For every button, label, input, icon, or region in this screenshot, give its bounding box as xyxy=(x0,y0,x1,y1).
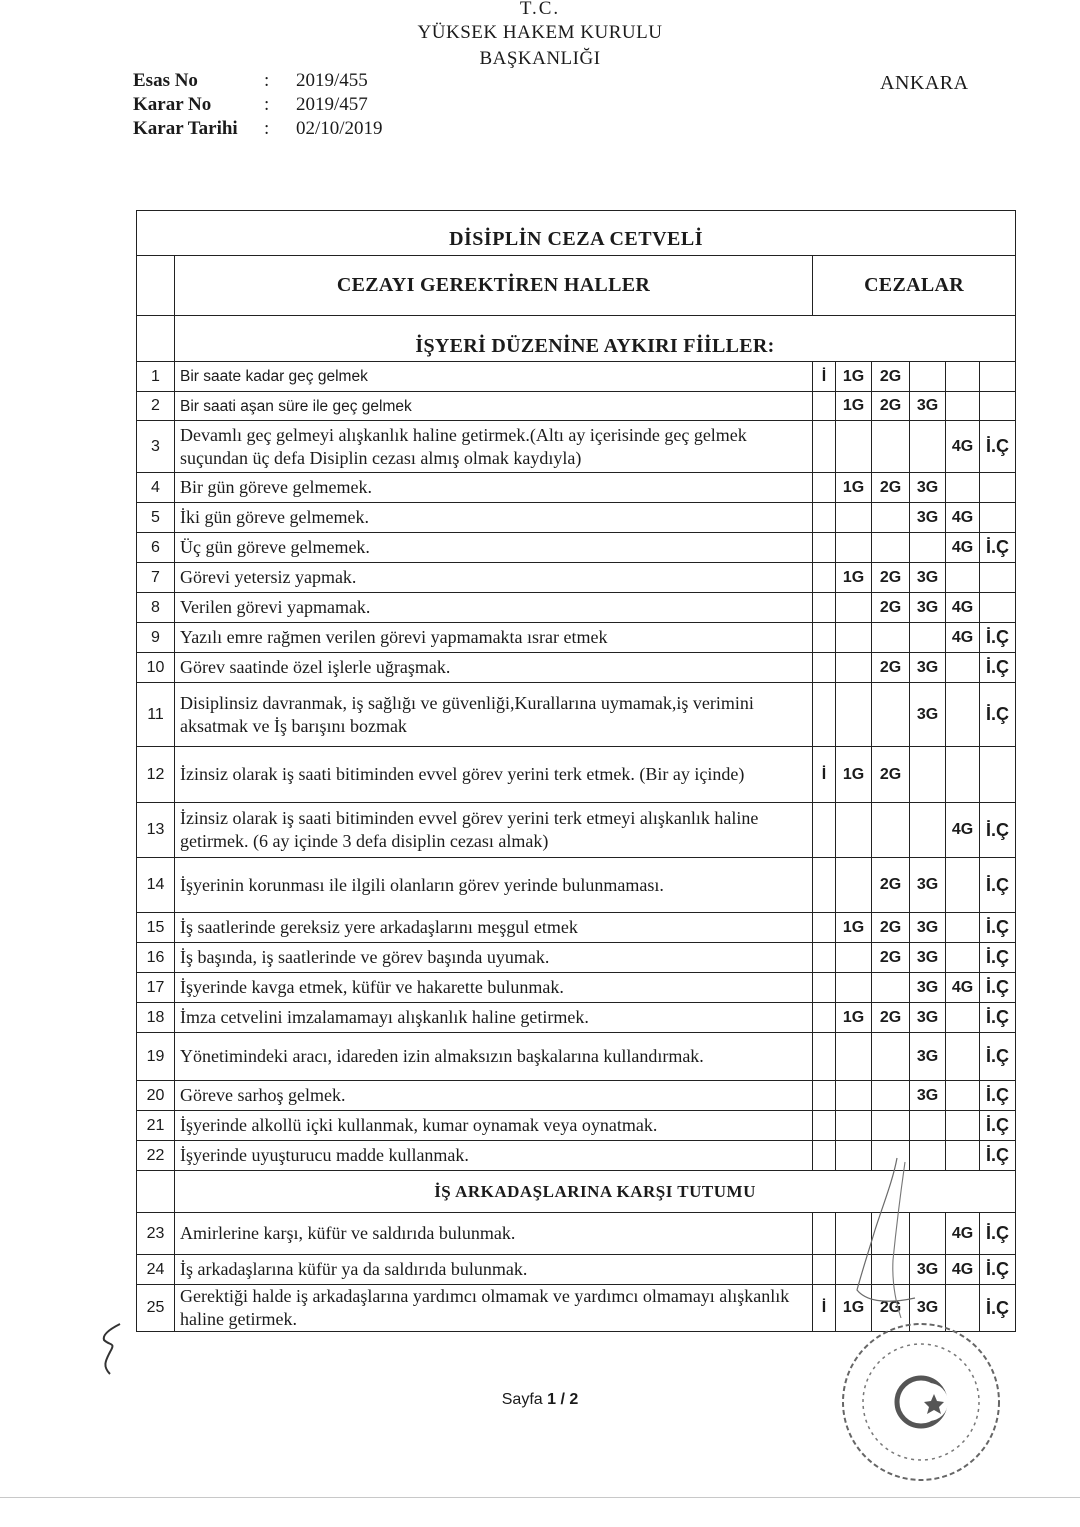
section-heading: İŞ ARKADAŞLARINA KARŞI TUTUMU xyxy=(175,1171,1016,1213)
penalty-cell: 3G xyxy=(910,473,946,503)
table-row xyxy=(137,683,1016,747)
row-number: 10 xyxy=(137,653,175,683)
penalty-cell: İ.Ç xyxy=(980,683,1016,747)
penalty-cell: İ.Ç xyxy=(980,1255,1016,1285)
row-description: Görev saatinde özel işlerle uğraşmak. xyxy=(175,653,813,683)
penalty-cell: 4G xyxy=(946,1255,980,1285)
table-row xyxy=(137,747,1016,803)
penalty-cell xyxy=(836,1081,872,1111)
table-row xyxy=(137,563,1016,593)
penalty-cell xyxy=(813,803,836,858)
column-header-penalties: CEZALAR xyxy=(813,256,1016,316)
penalty-cell xyxy=(836,803,872,858)
row-number: 18 xyxy=(137,1003,175,1033)
penalty-cell xyxy=(813,392,836,421)
penalty-cell xyxy=(836,593,872,623)
table-row xyxy=(137,421,1016,473)
penalty-cell xyxy=(836,973,872,1003)
penalty-cell xyxy=(980,747,1016,803)
org-subtitle: BAŞKANLIĞI xyxy=(479,48,601,69)
column-header-situations: CEZAYI GEREKTİREN HALLER xyxy=(175,256,813,316)
penalty-cell: 3G xyxy=(910,1033,946,1081)
penalty-cell: 2G xyxy=(872,362,910,392)
table-row xyxy=(137,858,1016,913)
row-description: İşyerinin korunması ile ilgili olanların görev yerinde bulunmaması. xyxy=(175,858,813,913)
row-number: 6 xyxy=(137,533,175,563)
penalty-cell xyxy=(836,421,872,473)
penalty-cell xyxy=(946,1111,980,1141)
penalty-cell xyxy=(813,858,836,913)
penalty-cell xyxy=(813,473,836,503)
penalty-cell: 1G xyxy=(836,362,872,392)
table-row xyxy=(137,943,1016,973)
table-row xyxy=(137,533,1016,563)
penalty-cell: 2G xyxy=(872,593,910,623)
penalty-cell: 3G xyxy=(910,1081,946,1111)
row-description: Yazılı emre rağmen verilen görevi yapmamakta ısrar etmek xyxy=(175,623,813,653)
penalty-cell xyxy=(910,421,946,473)
penalty-cell: İ xyxy=(813,1285,836,1332)
row-description: Disiplinsiz davranmak, iş sağlığı ve güvenliği,Kurallarına uymamak,iş verimini aksatmak ve İş barışını bozmak xyxy=(175,683,813,747)
penalty-cell: 3G xyxy=(910,683,946,747)
penalty-cell xyxy=(872,421,910,473)
row-description: İki gün göreve gelmemek. xyxy=(175,503,813,533)
penalty-cell: 2G xyxy=(872,1003,910,1033)
penalty-cell: İ xyxy=(813,747,836,803)
penalty-cell: İ.Ç xyxy=(980,913,1016,943)
meta-label: Esas No xyxy=(133,70,198,91)
official-seal xyxy=(826,1320,1016,1490)
penalty-cell xyxy=(813,1141,836,1171)
row-description: Amirlerine karşı, küfür ve saldırıda bulunmak. xyxy=(175,1213,813,1255)
penalty-cell: İ xyxy=(813,362,836,392)
row-number: 2 xyxy=(137,392,175,421)
table-row xyxy=(137,392,1016,421)
row-number: 12 xyxy=(137,747,175,803)
penalty-cell xyxy=(872,1111,910,1141)
penalty-cell: 1G xyxy=(836,1003,872,1033)
penalty-cell: 3G xyxy=(910,913,946,943)
penalty-cell xyxy=(813,593,836,623)
penalty-cell xyxy=(813,1111,836,1141)
penalty-cell xyxy=(946,747,980,803)
penalty-cell xyxy=(813,973,836,1003)
penalty-cell xyxy=(836,533,872,563)
penalty-cell xyxy=(813,503,836,533)
penalty-cell: 4G xyxy=(946,503,980,533)
penalty-cell xyxy=(872,623,910,653)
penalty-cell xyxy=(836,503,872,533)
row-description: İşyerinde kavga etmek, küfür ve hakarette bulunmak. xyxy=(175,973,813,1003)
row-number: 11 xyxy=(137,683,175,747)
row-description: Verilen görevi yapmamak. xyxy=(175,593,813,623)
penalty-cell: 2G xyxy=(872,943,910,973)
penalty-cell: İ.Ç xyxy=(980,1213,1016,1255)
row-number: 24 xyxy=(137,1255,175,1285)
table-row xyxy=(137,1111,1016,1141)
table-row xyxy=(137,803,1016,858)
penalty-cell xyxy=(946,362,980,392)
penalty-cell xyxy=(946,653,980,683)
penalty-cell: 1G xyxy=(836,913,872,943)
penalty-cell xyxy=(980,362,1016,392)
row-number: 5 xyxy=(137,503,175,533)
penalty-cell xyxy=(910,1111,946,1141)
penalty-cell: 1G xyxy=(836,392,872,421)
row-number: 16 xyxy=(137,943,175,973)
table-row xyxy=(137,473,1016,503)
penalty-cell: 4G xyxy=(946,593,980,623)
penalty-cell xyxy=(946,943,980,973)
penalty-cell: 3G xyxy=(910,1285,946,1332)
handwritten-initial xyxy=(90,1318,140,1378)
penalty-cell xyxy=(946,1081,980,1111)
penalty-cell: 2G xyxy=(872,858,910,913)
penalty-cell xyxy=(813,563,836,593)
penalty-cell: 3G xyxy=(910,858,946,913)
penalty-cell xyxy=(813,683,836,747)
penalty-cell xyxy=(872,1081,910,1111)
penalty-cell: İ.Ç xyxy=(980,1003,1016,1033)
meta-value: 2019/457 xyxy=(296,94,368,115)
table-row xyxy=(137,653,1016,683)
penalty-cell xyxy=(813,1213,836,1255)
penalty-cell: 2G xyxy=(872,392,910,421)
penalty-cell: 2G xyxy=(872,473,910,503)
penalty-cell xyxy=(980,503,1016,533)
penalty-cell xyxy=(910,533,946,563)
penalty-cell xyxy=(836,943,872,973)
penalty-cell: 4G xyxy=(946,533,980,563)
row-description: Görevi yetersiz yapmak. xyxy=(175,563,813,593)
penalty-cell: İ.Ç xyxy=(980,858,1016,913)
penalty-cell xyxy=(980,473,1016,503)
penalty-cell xyxy=(872,503,910,533)
penalty-cell xyxy=(813,653,836,683)
signature xyxy=(835,1150,955,1330)
penalty-cell: 3G xyxy=(910,943,946,973)
row-description: İzinsiz olarak iş saati bitiminden evvel görev yerini terk etmeyi alışkanlık haline getirmek. (6 ay içinde 3 defa disiplin cezası almak) xyxy=(175,803,813,858)
penalty-cell: İ.Ç xyxy=(980,943,1016,973)
penalty-cell xyxy=(813,533,836,563)
table-title: DİSİPLİN CEZA CETVELİ xyxy=(137,211,1016,256)
penalty-cell: 4G xyxy=(946,421,980,473)
penalty-cell xyxy=(910,747,946,803)
penalty-cell: 1G xyxy=(836,563,872,593)
penalty-cell xyxy=(910,623,946,653)
table-row xyxy=(137,973,1016,1003)
row-number: 14 xyxy=(137,858,175,913)
penalty-cell xyxy=(946,392,980,421)
penalty-cell: İ.Ç xyxy=(980,623,1016,653)
penalty-cell: 4G xyxy=(946,973,980,1003)
penalty-cell: 2G xyxy=(872,1285,910,1332)
row-number: 22 xyxy=(137,1141,175,1171)
penalty-cell xyxy=(946,1003,980,1033)
penalty-cell xyxy=(980,392,1016,421)
penalty-cell xyxy=(813,943,836,973)
penalty-cell: 3G xyxy=(910,392,946,421)
row-number: 19 xyxy=(137,1033,175,1081)
penalty-cell xyxy=(813,1033,836,1081)
row-number: 17 xyxy=(137,973,175,1003)
page-number: 1 / 2 xyxy=(547,1391,579,1408)
penalty-cell xyxy=(836,653,872,683)
row-number: 7 xyxy=(137,563,175,593)
penalty-cell xyxy=(980,563,1016,593)
row-number: 3 xyxy=(137,421,175,473)
penalty-cell: İ.Ç xyxy=(980,1033,1016,1081)
penalty-cell: İ.Ç xyxy=(980,1141,1016,1171)
row-number: 9 xyxy=(137,623,175,653)
row-description: İş saatlerinde gereksiz yere arkadaşlarını meşgul etmek xyxy=(175,913,813,943)
penalty-cell: İ.Ç xyxy=(980,1285,1016,1332)
penalty-cell: 4G xyxy=(946,1213,980,1255)
penalty-cell: 3G xyxy=(910,653,946,683)
row-description: Bir gün göreve gelmemek. xyxy=(175,473,813,503)
table-row xyxy=(137,1033,1016,1081)
penalty-cell xyxy=(836,858,872,913)
meta-label: Karar Tarihi xyxy=(133,118,238,139)
penalty-cell xyxy=(872,533,910,563)
penalty-cell xyxy=(872,683,910,747)
penalty-cell xyxy=(980,593,1016,623)
meta-value: 2019/455 xyxy=(296,70,368,91)
row-number: 15 xyxy=(137,913,175,943)
penalty-cell: 4G xyxy=(946,623,980,653)
penalty-cell: 1G xyxy=(836,473,872,503)
row-number: 4 xyxy=(137,473,175,503)
row-description: İmza cetvelini imzalamamayı alışkanlık haline getirmek. xyxy=(175,1003,813,1033)
table-row xyxy=(137,593,1016,623)
penalty-cell: 1G xyxy=(836,747,872,803)
divider xyxy=(0,1497,1080,1498)
penalty-cell xyxy=(946,473,980,503)
row-number: 1 xyxy=(137,362,175,392)
penalty-cell xyxy=(946,1033,980,1081)
row-number: 8 xyxy=(137,593,175,623)
row-number: 21 xyxy=(137,1111,175,1141)
penalty-cell xyxy=(872,973,910,1003)
row-description: Göreve sarhoş gelmek. xyxy=(175,1081,813,1111)
row-description: Bir saati aşan süre ile geç gelmek xyxy=(175,392,813,421)
table-row xyxy=(137,623,1016,653)
city: ANKARA xyxy=(880,72,969,94)
table-row xyxy=(137,1081,1016,1111)
penalty-cell xyxy=(813,623,836,653)
penalty-cell xyxy=(910,803,946,858)
penalty-cell: İ.Ç xyxy=(980,1111,1016,1141)
row-number: 13 xyxy=(137,803,175,858)
penalty-cell: İ.Ç xyxy=(980,421,1016,473)
row-number: 25 xyxy=(137,1285,175,1332)
penalty-cell: İ.Ç xyxy=(980,1081,1016,1111)
penalty-cell xyxy=(813,1003,836,1033)
row-number: 23 xyxy=(137,1213,175,1255)
penalty-cell xyxy=(946,683,980,747)
table-row xyxy=(137,362,1016,392)
penalty-cell xyxy=(836,623,872,653)
penalty-cell xyxy=(946,563,980,593)
penalty-cell xyxy=(836,1033,872,1081)
penalty-cell xyxy=(813,1081,836,1111)
penalty-cell: 2G xyxy=(872,913,910,943)
row-description: Yönetimindeki aracı, idareden izin almaksızın başkalarına kullandırmak. xyxy=(175,1033,813,1081)
row-description: Bir saate kadar geç gelmek xyxy=(175,362,813,392)
row-description: İş arkadaşlarına küfür ya da saldırıda bulunmak. xyxy=(175,1255,813,1285)
penalty-cell xyxy=(946,858,980,913)
penalty-cell: 1G xyxy=(836,1285,872,1332)
penalty-cell xyxy=(872,803,910,858)
penalty-cell: İ.Ç xyxy=(980,533,1016,563)
penalty-cell: İ.Ç xyxy=(980,973,1016,1003)
penalty-cell: 3G xyxy=(910,563,946,593)
row-number: 20 xyxy=(137,1081,175,1111)
penalty-cell xyxy=(836,683,872,747)
org-name: YÜKSEK HAKEM KURULU xyxy=(417,22,663,43)
row-description: Üç gün göreve gelmemek. xyxy=(175,533,813,563)
penalty-cell: 2G xyxy=(872,653,910,683)
footer-label: Sayfa xyxy=(501,1391,548,1408)
penalty-cell xyxy=(910,362,946,392)
penalty-cell xyxy=(872,1033,910,1081)
penalty-cell: İ.Ç xyxy=(980,803,1016,858)
penalty-cell xyxy=(813,421,836,473)
row-description: Gerektiği halde iş arkadaşlarına yardımcı olmamak ve yardımcı olmamayı alışkanlık haline getirmek. xyxy=(175,1285,813,1332)
penalty-cell: İ.Ç xyxy=(980,653,1016,683)
meta-label: Karar No xyxy=(133,94,212,115)
penalty-cell: 2G xyxy=(872,563,910,593)
penalty-cell xyxy=(946,913,980,943)
row-description: İşyerinde uyuşturucu madde kullanmak. xyxy=(175,1141,813,1171)
table-row xyxy=(137,1003,1016,1033)
penalty-cell xyxy=(813,913,836,943)
penalty-cell: 3G xyxy=(910,1255,946,1285)
section-heading: İŞYERİ DÜZENİNE AYKIRI FİİLLER: xyxy=(175,316,1016,362)
penalty-cell: 3G xyxy=(910,593,946,623)
penalty-cell: 3G xyxy=(910,503,946,533)
penalty-cell: 4G xyxy=(946,803,980,858)
row-description: İşyerinde alkollü içki kullanmak, kumar oynamak veya oynatmak. xyxy=(175,1111,813,1141)
penalty-cell xyxy=(813,1255,836,1285)
row-description: İzinsiz olarak iş saati bitiminden evvel görev yerini terk etmek. (Bir ay içinde) xyxy=(175,747,813,803)
penalty-cell: 3G xyxy=(910,1003,946,1033)
meta-value: 02/10/2019 xyxy=(296,118,383,139)
row-description: İş başında, iş saatlerinde ve görev başında uyumak. xyxy=(175,943,813,973)
header-tc: T.C. xyxy=(519,0,561,19)
table-row xyxy=(137,913,1016,943)
table-row xyxy=(137,503,1016,533)
penalty-cell xyxy=(836,1111,872,1141)
row-description: Devamlı geç gelmeyi alışkanlık haline getirmek.(Altı ay içerisinde geç gelmek suçundan üç defa Disiplin cezası almış olmak kaydıyla) xyxy=(175,421,813,473)
penalty-cell: 2G xyxy=(872,747,910,803)
penalty-cell: 3G xyxy=(910,973,946,1003)
